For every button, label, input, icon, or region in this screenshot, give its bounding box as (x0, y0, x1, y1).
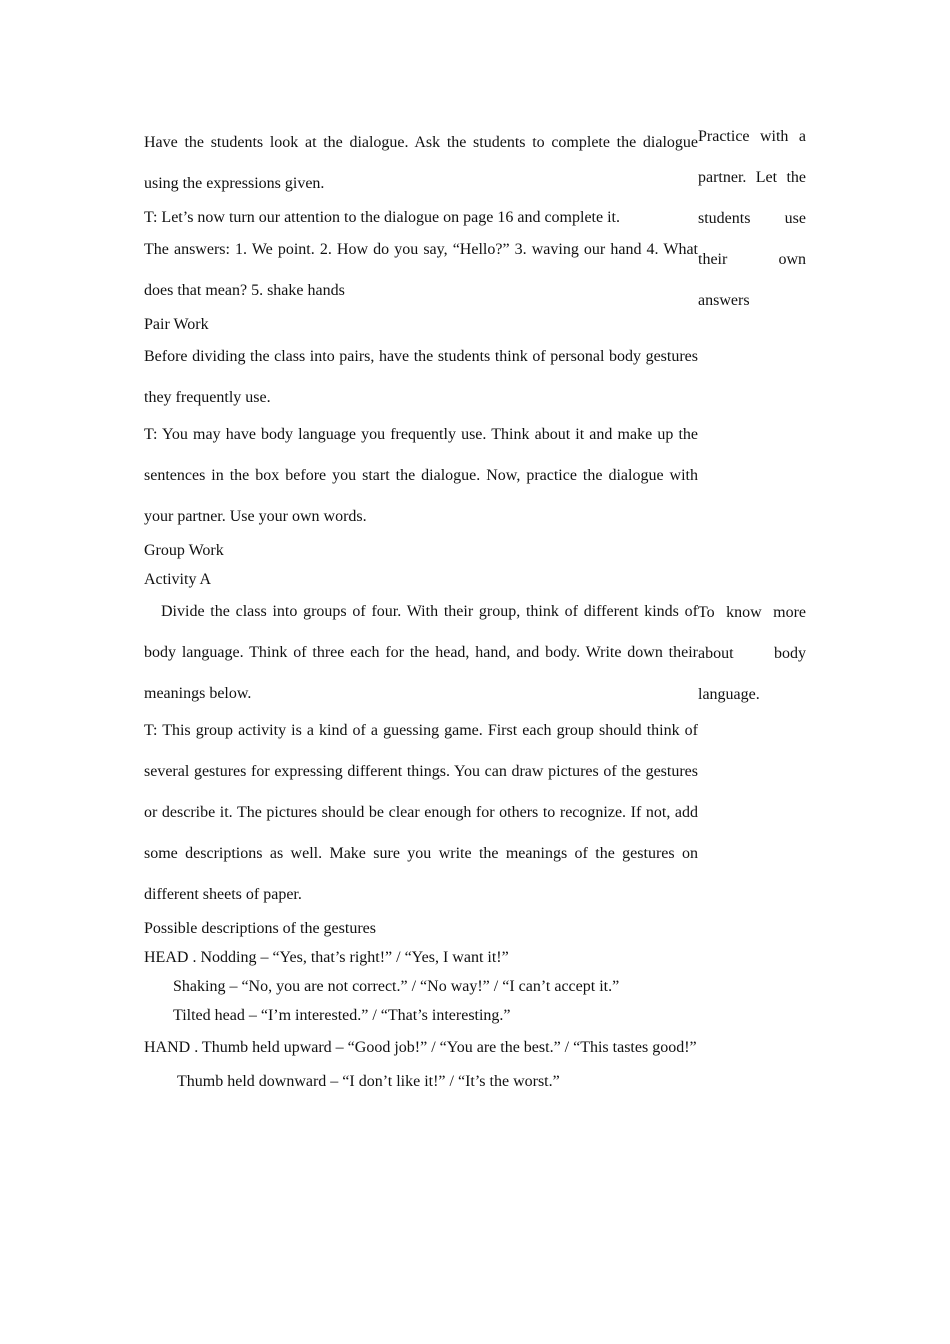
gesture-hand-thumb-up: HAND . Thumb held upward – “Good job!” / “You are the best.” / “This tastes good!” (144, 1039, 697, 1056)
gesture-head-tilted: Tilted head – “I’m interested.” / “That’s interesting.” (173, 1007, 511, 1024)
gesture-head-shaking: Shaking – “No, you are not correct.” / “No way!” / “I can’t accept it.” (173, 978, 620, 995)
section-heading-pair-work: Pair Work (144, 316, 209, 333)
pair-work-paragraph: Before dividing the class into pairs, have the students think of personal body gestures they frequently use. (144, 348, 698, 406)
section-heading-possible-descriptions: Possible descriptions of the gestures (144, 920, 376, 937)
section-heading-activity-a: Activity A (144, 571, 212, 588)
activity-a-paragraph: Divide the class into groups of four. With their group, think of different kinds of body language. Think of three each for the head, hand, and body. Write down their meanings below. (144, 603, 698, 702)
main-column (144, 122, 698, 1101)
margin-note-text: Practice with a partner. Let the students use their own answers (698, 128, 806, 309)
answers-paragraph: The answers: 1. We point. 2. How do you say, “Hello?” 3. waving our hand 4. What does that mean? 5. shake hands (144, 241, 698, 299)
margin-note-body-language (698, 598, 806, 715)
teacher-line: T: Let’s now turn our attention to the dialogue on page 16 and complete it. (144, 209, 620, 226)
pair-work-teacher-paragraph: T: You may have body language you frequently use. Think about it and make up the sentences in the box before you start the dialogue. Now, practice the dialogue with your partner. Use your own words. (144, 426, 698, 525)
instruction-paragraph: Have the students look at the dialogue. Ask the students to complete the dialogue using the expressions given. (144, 134, 698, 192)
gesture-hand-thumb-down: Thumb held downward – “I don’t like it!” / “It’s the worst.” (177, 1073, 560, 1090)
margin-note-practice (698, 122, 806, 321)
section-heading-group-work: Group Work (144, 542, 224, 559)
activity-a-teacher-paragraph: T: This group activity is a kind of a guessing game. First each group should think of several gestures for expressing different things. You can draw pictures of the gestures or describe it. The pictures should be clear enough for others to recognize. If not, add some descriptions as well. Make sure you write the meanings of the gestures on different sheets of paper. (144, 722, 698, 903)
margin-note-text: To know more about body language. (698, 604, 806, 703)
gesture-head-nodding: HEAD . Nodding – “Yes, that’s right!” / “Yes, I want it!” (144, 949, 509, 966)
